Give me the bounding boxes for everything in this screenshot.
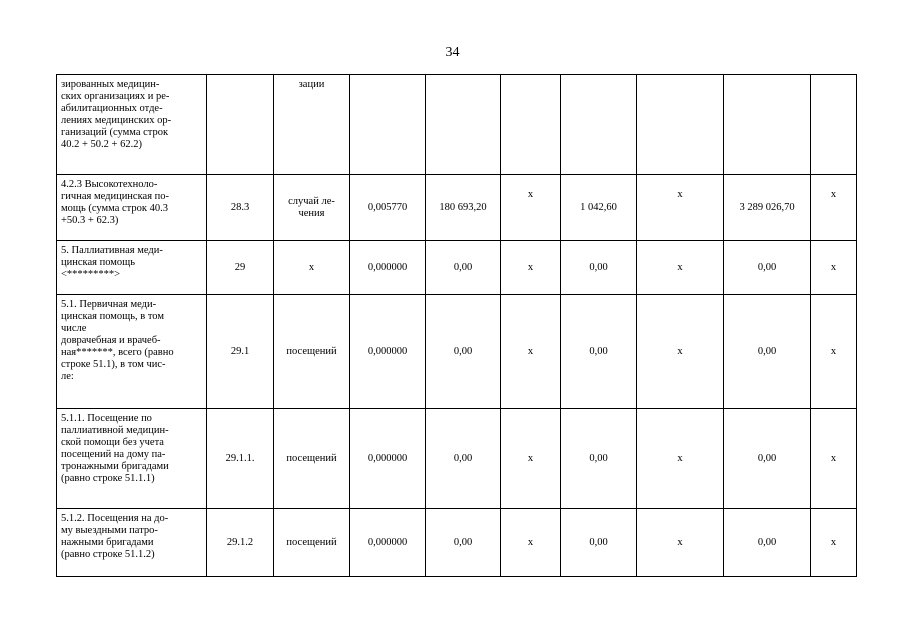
row-value: x bbox=[501, 241, 561, 295]
row-unit: случай ле- чения bbox=[274, 175, 350, 241]
row-unit: зации bbox=[274, 75, 350, 175]
row-label: 5.1.2. Посещения на до- му выездными патро- нажными бригадами (равно строке 51.1.2) bbox=[57, 509, 207, 577]
row-value: 0,00 bbox=[426, 295, 501, 409]
row-label: зированных медицин- ских организациях и ре- абилитационных отде- лениях медицинских ор- ганизаций (сумма строк 40.2 + 50.2 + 62.2) bbox=[57, 75, 207, 175]
data-table bbox=[56, 74, 857, 577]
row-value: x bbox=[811, 409, 857, 509]
table-row bbox=[57, 409, 857, 509]
row-value: x bbox=[811, 175, 857, 241]
row-unit: посещений bbox=[274, 295, 350, 409]
row-value: 0,000000 bbox=[350, 241, 426, 295]
row-value: x bbox=[637, 241, 724, 295]
row-value: 0,00 bbox=[426, 241, 501, 295]
table-row bbox=[57, 509, 857, 577]
row-value bbox=[637, 75, 724, 175]
row-unit: x bbox=[274, 241, 350, 295]
row-value: x bbox=[811, 295, 857, 409]
row-code: 28.3 bbox=[207, 175, 274, 241]
row-value bbox=[501, 75, 561, 175]
row-value: 1 042,60 bbox=[561, 175, 637, 241]
row-value: 0,00 bbox=[561, 241, 637, 295]
row-value bbox=[811, 75, 857, 175]
row-value: 0,00 bbox=[724, 241, 811, 295]
row-code: 29.1 bbox=[207, 295, 274, 409]
row-value: 0,000000 bbox=[350, 295, 426, 409]
row-value: 3 289 026,70 bbox=[724, 175, 811, 241]
row-value: 0,00 bbox=[724, 509, 811, 577]
row-value: 0,00 bbox=[426, 509, 501, 577]
row-code: 29 bbox=[207, 241, 274, 295]
row-value bbox=[426, 75, 501, 175]
row-value: 180 693,20 bbox=[426, 175, 501, 241]
row-value: 0,00 bbox=[724, 295, 811, 409]
row-value bbox=[561, 75, 637, 175]
row-unit: посещений bbox=[274, 409, 350, 509]
row-value: x bbox=[811, 241, 857, 295]
row-value: x bbox=[501, 175, 561, 241]
row-code: 29.1.1. bbox=[207, 409, 274, 509]
row-value: x bbox=[637, 409, 724, 509]
row-label: 5.1. Первичная меди- цинская помощь, в том числе доврачебная и врачеб- ная*******, всего (равно строке 51.1), в том чис- ле: bbox=[57, 295, 207, 409]
row-value: 0,00 bbox=[561, 509, 637, 577]
row-value: x bbox=[637, 175, 724, 241]
row-value: 0,000000 bbox=[350, 409, 426, 509]
row-value: 0,00 bbox=[561, 409, 637, 509]
row-label: 4.2.3 Высокотехноло- гичная медицинская по- мощь (сумма строк 40.3 +50.3 + 62.3) bbox=[57, 175, 207, 241]
row-value bbox=[350, 75, 426, 175]
row-value: x bbox=[501, 509, 561, 577]
page-number: 34 bbox=[445, 45, 460, 60]
row-value: 0,000000 bbox=[350, 509, 426, 577]
row-value: x bbox=[637, 295, 724, 409]
row-value: 0,00 bbox=[426, 409, 501, 509]
row-code: 29.1.2 bbox=[207, 509, 274, 577]
row-label: 5. Паллиативная меди- цинская помощь <*********> bbox=[57, 241, 207, 295]
row-unit: посещений bbox=[274, 509, 350, 577]
row-value: 0,00 bbox=[724, 409, 811, 509]
row-value: x bbox=[501, 409, 561, 509]
table-row bbox=[57, 295, 857, 409]
table-row bbox=[57, 175, 857, 241]
row-value: x bbox=[501, 295, 561, 409]
row-value: x bbox=[637, 509, 724, 577]
table-row bbox=[57, 241, 857, 295]
row-value: x bbox=[811, 509, 857, 577]
table-row bbox=[57, 75, 857, 175]
row-code bbox=[207, 75, 274, 175]
row-value: 0,005770 bbox=[350, 175, 426, 241]
row-value bbox=[724, 75, 811, 175]
row-value: 0,00 bbox=[561, 295, 637, 409]
row-label: 5.1.1. Посещение по паллиативной медицин- ской помощи без учета посещений на дому па- тронажными бригадами (равно строке 51.1.1) bbox=[57, 409, 207, 509]
